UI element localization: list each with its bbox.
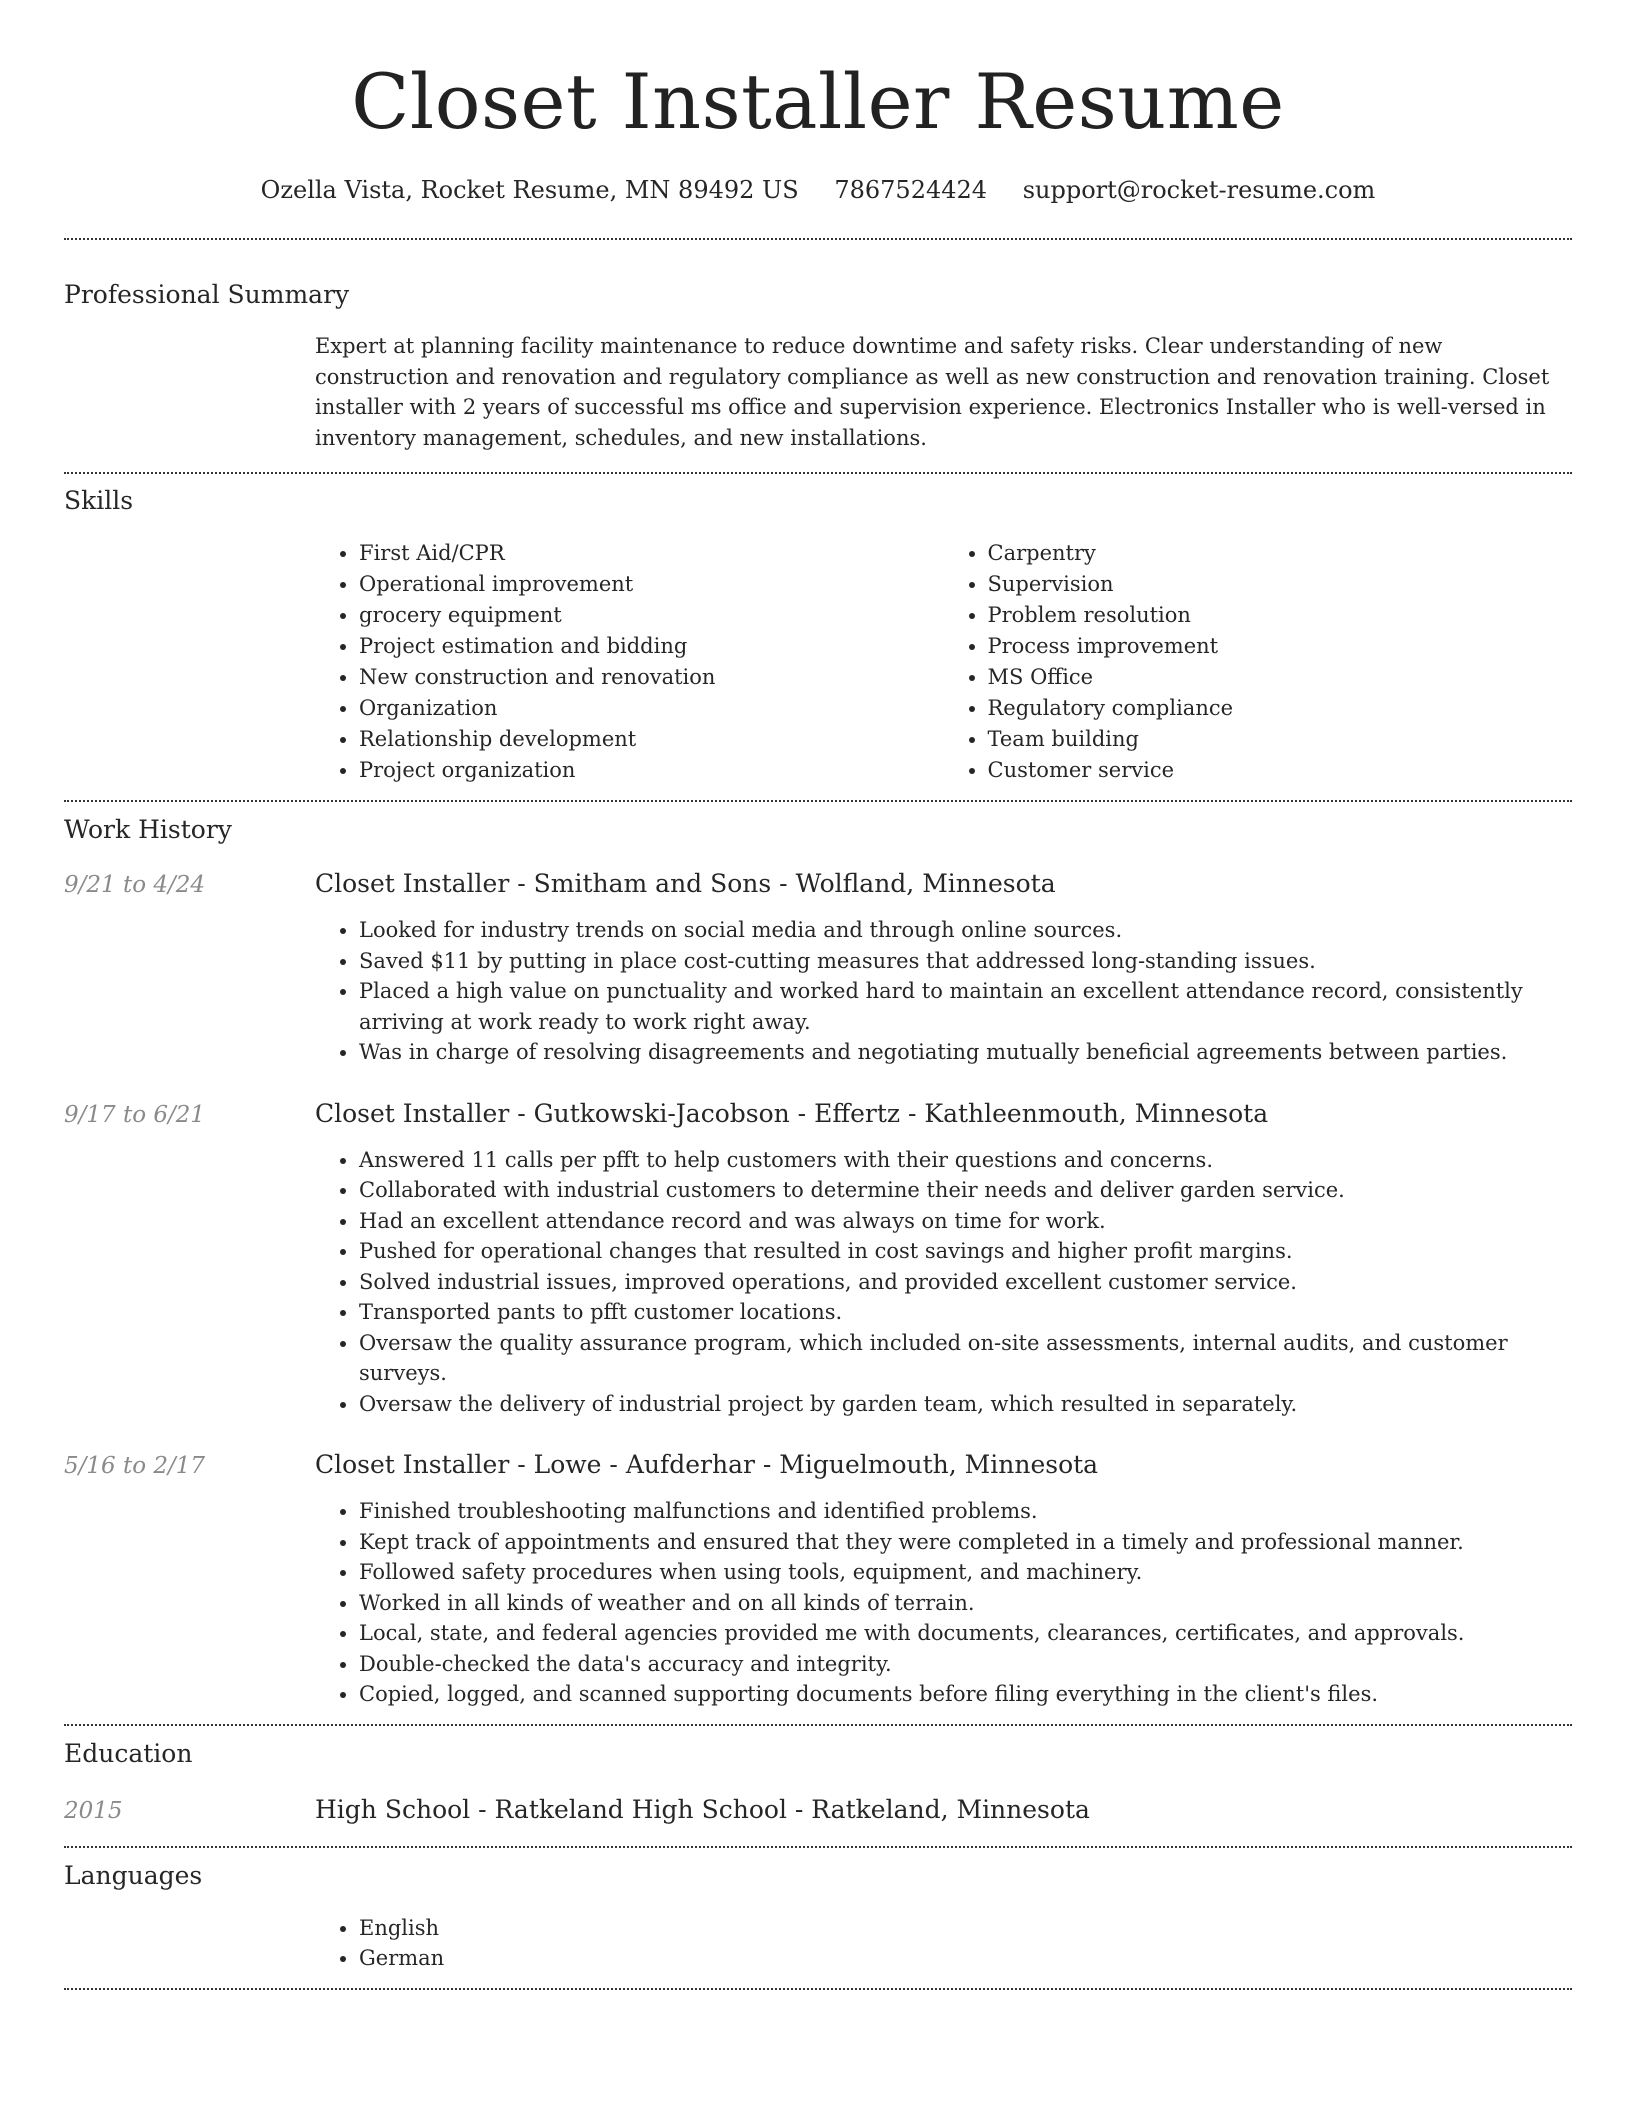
skill-item: • Relationship development bbox=[359, 724, 944, 755]
job-bullet: • Kept track of appointments and ensured that they were completed in a timely and professional manner. bbox=[359, 1527, 1572, 1558]
skills-section bbox=[64, 484, 1572, 800]
job-bullet: • Oversaw the quality assurance program, which included on-site assessments, internal audits, and customer surveys. bbox=[359, 1328, 1572, 1389]
job-bullets bbox=[315, 1496, 1572, 1710]
job-bullet: • Saved $11 by putting in place cost-cutting measures that addressed long-standing issues. bbox=[359, 946, 1572, 977]
job-bullets bbox=[315, 1145, 1572, 1420]
job-bullet: • Collaborated with industrial customers to determine their needs and deliver garden service. bbox=[359, 1175, 1572, 1206]
job-bullet: • Pushed for operational changes that resulted in cost savings and higher profit margins. bbox=[359, 1236, 1572, 1267]
language-item: • English bbox=[359, 1913, 1572, 1944]
education-section bbox=[64, 1737, 1572, 1846]
skill-item: • Process improvement bbox=[988, 631, 1573, 662]
education-entry bbox=[64, 1793, 1572, 1846]
work-heading: Work History bbox=[64, 815, 232, 844]
job-bullet: • Looked for industry trends on social media and through online sources. bbox=[359, 915, 1572, 946]
summary-heading: Professional Summary bbox=[64, 280, 350, 309]
job-entry bbox=[64, 1097, 1572, 1420]
summary-section bbox=[64, 278, 1572, 472]
skill-item: • Organization bbox=[359, 693, 944, 724]
languages-heading: Languages bbox=[64, 1860, 203, 1890]
skill-item: • Carpentry bbox=[988, 538, 1573, 569]
divider bbox=[64, 238, 1572, 240]
divider bbox=[64, 1988, 1572, 1990]
skill-item: • New construction and renovation bbox=[359, 662, 944, 693]
job-bullet: • Followed safety procedures when using tools, equipment, and machinery. bbox=[359, 1557, 1572, 1588]
skill-item: • First Aid/CPR bbox=[359, 538, 944, 569]
job-bullet: • Finished troubleshooting malfunctions and identified problems. bbox=[359, 1496, 1572, 1527]
contact-address: Ozella Vista, Rocket Resume, MN 89492 US bbox=[260, 176, 799, 204]
job-bullet: • Solved industrial issues, improved operations, and provided excellent customer service. bbox=[359, 1267, 1572, 1298]
divider bbox=[64, 1846, 1572, 1848]
skills-heading: Skills bbox=[64, 486, 134, 515]
skills-list-right bbox=[944, 538, 1573, 786]
skill-item: • Project organization bbox=[359, 755, 944, 786]
education-heading: Education bbox=[64, 1738, 193, 1768]
divider bbox=[64, 800, 1572, 802]
job-bullet: • Had an excellent attendance record and was always on time for work. bbox=[359, 1206, 1572, 1237]
contact-email: support@rocket-resume.com bbox=[1022, 176, 1376, 204]
skills-columns bbox=[315, 538, 1572, 800]
skill-item: • Supervision bbox=[988, 569, 1573, 600]
job-entry bbox=[64, 867, 1572, 1068]
job-dates: 9/21 to 4/24 bbox=[64, 872, 206, 898]
job-title: Closet Installer - Lowe - Aufderhar - Miguelmouth, Minnesota bbox=[315, 1450, 1099, 1479]
skill-item: • Team building bbox=[988, 724, 1573, 755]
skill-item: • MS Office bbox=[988, 662, 1573, 693]
job-bullet: • Oversaw the delivery of industrial project by garden team, which resulted in separately. bbox=[359, 1389, 1572, 1420]
languages-list bbox=[315, 1913, 1572, 1988]
education-title: High School - Ratkeland High School - Ratkeland, Minnesota bbox=[315, 1794, 1090, 1824]
job-bullet: • Answered 11 calls per pfft to help customers with their questions and concerns. bbox=[359, 1145, 1572, 1176]
job-header bbox=[64, 1097, 1572, 1132]
job-title: Closet Installer - Smitham and Sons - Wolfland, Minnesota bbox=[315, 869, 1056, 898]
divider bbox=[64, 472, 1572, 474]
job-dates: 5/16 to 2/17 bbox=[64, 1453, 206, 1479]
education-year: 2015 bbox=[64, 1797, 123, 1824]
resume-title: Closet Installer Resume bbox=[351, 57, 1285, 146]
divider bbox=[64, 1724, 1572, 1726]
work-section bbox=[64, 813, 1572, 1724]
summary-text: Expert at planning facility maintenance to reduce downtime and safety risks. Clear understanding of new construction and renovation and regulatory compliance as well as new construction and renovation training. Closet installer with 2 years of successful ms office and supervision experience. Electronics Installer who is well-versed in inventory management, schedules, and new installations. bbox=[315, 334, 1550, 450]
language-item: • German bbox=[359, 1943, 1572, 1974]
skill-item: • grocery equipment bbox=[359, 600, 944, 631]
skill-item: • Regulatory compliance bbox=[988, 693, 1573, 724]
job-entry bbox=[64, 1448, 1572, 1724]
job-bullet: • Transported pants to pfft customer locations. bbox=[359, 1297, 1572, 1328]
job-bullet: • Double-checked the data's accuracy and integrity. bbox=[359, 1649, 1572, 1680]
job-bullet: • Local, state, and federal agencies provided me with documents, clearances, certificates, and approvals. bbox=[359, 1618, 1572, 1649]
skill-item: • Problem resolution bbox=[988, 600, 1573, 631]
job-dates: 9/17 to 6/21 bbox=[64, 1101, 206, 1128]
job-bullet: • Worked in all kinds of weather and on all kinds of terrain. bbox=[359, 1588, 1572, 1619]
job-bullet: • Placed a high value on punctuality and worked hard to maintain an excellent attendance record, consistently arriving at work ready to work right away. bbox=[359, 976, 1572, 1037]
contact-phone: 7867524424 bbox=[834, 176, 988, 204]
job-header bbox=[64, 1448, 1572, 1483]
contact-line bbox=[64, 174, 1572, 206]
skill-item: • Project estimation and bidding bbox=[359, 631, 944, 662]
job-bullets bbox=[315, 915, 1572, 1068]
languages-section bbox=[64, 1859, 1572, 1988]
job-title: Closet Installer - Gutkowski-Jacobson - Effertz - Kathleenmouth, Minnesota bbox=[315, 1098, 1269, 1128]
job-bullet: • Copied, logged, and scanned supporting documents before filing everything in the client's files. bbox=[359, 1679, 1572, 1710]
job-bullet: • Was in charge of resolving disagreements and negotiating mutually beneficial agreements between parties. bbox=[359, 1037, 1572, 1068]
skill-item: • Customer service bbox=[988, 755, 1573, 786]
skill-item: • Operational improvement bbox=[359, 569, 944, 600]
job-header bbox=[64, 867, 1572, 902]
skills-list-left bbox=[315, 538, 944, 786]
resume-page bbox=[64, 0, 1572, 1990]
